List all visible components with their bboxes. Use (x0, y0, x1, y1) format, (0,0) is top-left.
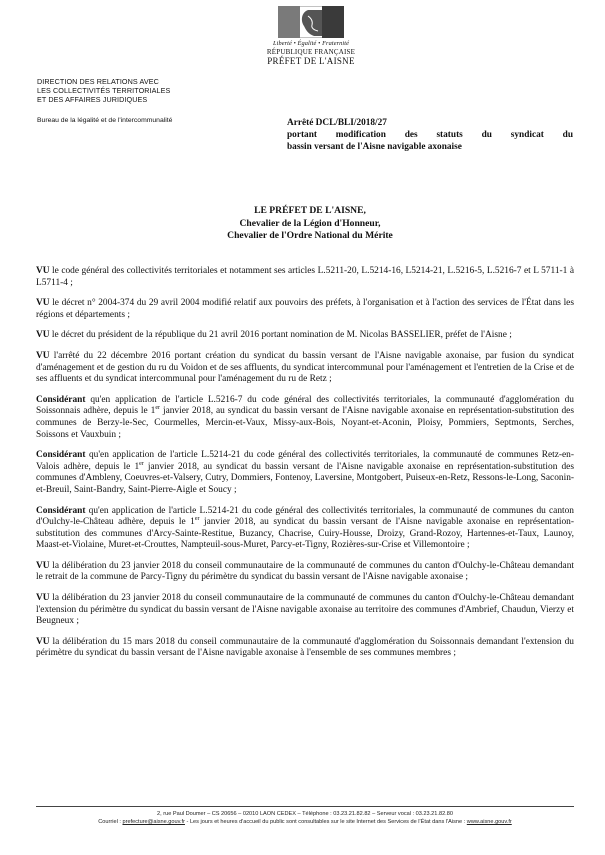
prefecture-logo (256, 6, 366, 66)
paragraph-lead: VU (36, 330, 50, 341)
paragraph (36, 637, 574, 660)
paragraph (36, 395, 574, 441)
paragraph-text: le décret n° 2004-374 du 29 avril 2004 modifié relatif aux pouvoirs des préfets, à l'organisation et à l'action des services de l'État dans les régions et départements ; (36, 298, 574, 320)
paragraph-text: l'arrêté du 22 décembre 2016 portant création du syndicat du bassin versant de l'Aisne navigable axonaise, par fusion du syndicat d'aménagement et de gestion du ru du Voidon et de ses affluents, du syndicat intercommunal pour l'aménagement et l'entretien de la Crise et de ses affluents et du syndicat intercommunal pour l'aménagement du ru de Retz ; (36, 350, 574, 385)
paragraph (36, 506, 574, 552)
footer-email-prefix: Courriel : (98, 819, 123, 825)
paragraph-text: la délibération du 15 mars 2018 du conseil communautaire de la communauté d'agglomération du Soissonnais demandant l'extension du périmètre du syndicat du bassin versant de l'Aisne navigable axonaise à l'ensemble de ses communes membres ; (36, 636, 574, 659)
paragraph (36, 593, 574, 628)
footer-contact (36, 818, 574, 826)
arrete-subject-line1: portant modification des statuts du syndicat du (287, 129, 573, 140)
document-body (36, 266, 574, 669)
paragraph-lead: VU (36, 350, 50, 361)
paragraph-lead: VU (36, 560, 50, 571)
paragraph (36, 298, 574, 321)
ordinal-suffix: er (194, 515, 200, 522)
ordinal-suffix: er (155, 405, 161, 412)
footer-middle: - Les jours et heures d'accueil du public sont consultables sur le site Internet des Services de l'État dans l'Aisne : (184, 819, 467, 825)
email-link[interactable]: prefecture@aisne.gouv.fr (122, 819, 185, 825)
paragraph (36, 351, 574, 386)
paragraph (36, 450, 574, 496)
heading-line: Chevalier de l'Ordre National du Mérite (227, 230, 393, 241)
paragraph-text: qu'en application de l'article L.5214-21 du code général des collectivités territoriales, la communauté de communes du canton d'Oulchy-le-Château adhère, depuis le 1er janvier 2018, au syndicat du bassin versant de l'Aisne navigable axonaise en représentation-substitution des communes d'Arcy-Sainte-Restitue, Buzancy, Chacrise, Cuiry-Housse, Droizy, Grand-Rozoy, Hartennes-et-Taux, Launoy, Maast-et-Violaine, Muret-et-Crouttes, Nampteuil-sous-Muret, Parcy-et-Tigny, Rozières-sur-Crise et Villemontoire ; (36, 505, 574, 551)
paragraph-text: le code général des collectivités territoriales et notamment ses articles L.5211-20, L.5214-16, L5214-21, L.5216-5, L.5216-7 et L 5711-1 à L5711-4 ; (36, 266, 574, 288)
heading-line: Chevalier de la Légion d'Honneur, (239, 217, 381, 229)
paragraph-text: qu'en application de l'article L.5216-7 du code général des collectivités territoriales, la communauté d'agglomération du Soissonnais adhère, depuis le 1er janvier 2018, au syndicat du bassin versant de l'Aisne navigable axonaise en représentation-substitution des communes de Berzy-le-Sec, Courmelles, Mercin-et-Vaux, Missy-aux-Bois, Noyant-et-Aconin, Ploisy, Pommiers, Septmonts, Serches, Soissons et Vauxbuin ; (36, 394, 574, 440)
prefect-heading (160, 205, 460, 243)
paragraph-text: qu'en application de l'article L.5214-21 du code général des collectivités territoriales, la communauté de communes Retz-en-Valois adhère, depuis le 1er janvier 2018, au syndicat du bassin versant de l'Aisne navigable axonaise en représentation-substitution des communes d'Ambleny, Coeuvres-et-Valsery, Cutry, Dommiers, Fontenoy, Laversine, Montgobert, Puiseux-en-Retz, Ressons-le-Long, Saconin-et-Breuil, Saint-Bandry, Saint-Pierre-Aigle et Soucy ; (36, 450, 574, 495)
arrete-number: Arrêté DCL/BLI/2018/27 (287, 118, 387, 128)
motto: Liberté • Égalité • Fraternité (273, 40, 349, 47)
footer (36, 810, 574, 826)
paragraph-text: la délibération du 23 janvier 2018 du conseil communautaire de la communauté de communes du canton d'Oulchy-le-Château demandant le retrait de la commune de Parcy-Tigny du périmètre du syndicat du bassin versant de l'Aisne navigable axonaise ; (36, 560, 574, 583)
bureau-label: Bureau de la légalité et de l'intercommunalité (37, 117, 173, 124)
republic-label: RÉPUBLIQUE FRANÇAISE (266, 48, 356, 56)
paragraph-text: la délibération du 23 janvier 2018 du conseil communautaire de la communauté de communes du canton d'Oulchy-le-Château demandant l'extension du périmètre du syndicat du bassin versant de l'Aisne navigable axonaise au territoire des communes d'Ambrief, Chaudun, Vierzy et Beugneux ; (36, 593, 574, 627)
prefect-label: PRÉFET DE L'AISNE (267, 56, 355, 66)
direction-line: LES COLLECTIVITÉS TERRITORIALES (37, 86, 171, 95)
paragraph-lead: VU (36, 593, 50, 604)
footer-address: 2, rue Paul Doumer – CS 20656 – 02010 LAON CEDEX – Téléphone : 03.23.21.82.82 – Serveur vocal : 03.23.21.82.80 (157, 811, 453, 817)
direction-block (37, 77, 170, 104)
ordinal-suffix: er (139, 460, 144, 467)
arrete-subject-line2: bassin versant de l'Aisne navigable axonaise (287, 141, 462, 152)
paragraph (36, 561, 574, 584)
paragraph (36, 330, 574, 342)
footer-divider (36, 806, 574, 807)
paragraph-lead: Considérant (36, 394, 86, 405)
website-link[interactable]: www.aisne.gouv.fr (466, 819, 512, 825)
arrete-title (287, 118, 573, 153)
paragraph-lead: Considérant (36, 450, 86, 461)
direction-line: DIRECTION DES RELATIONS AVEC (37, 77, 159, 86)
paragraph-lead: VU (36, 636, 50, 647)
paragraph-lead: VU (36, 298, 50, 309)
paragraph (36, 266, 574, 289)
direction-line: ET DES AFFAIRES JURIDIQUES (37, 95, 148, 104)
heading-line: LE PRÉFET DE L'AISNE, (254, 205, 366, 216)
paragraph-lead: Considérant (36, 505, 86, 516)
paragraph-lead: VU (36, 266, 50, 276)
paragraph-text: le décret du président de la république du 21 avril 2016 portant nomination de M. Nicolas BASSELIER, préfet de l'Aisne ; (49, 330, 512, 341)
marianne-logo-icon (278, 6, 344, 38)
